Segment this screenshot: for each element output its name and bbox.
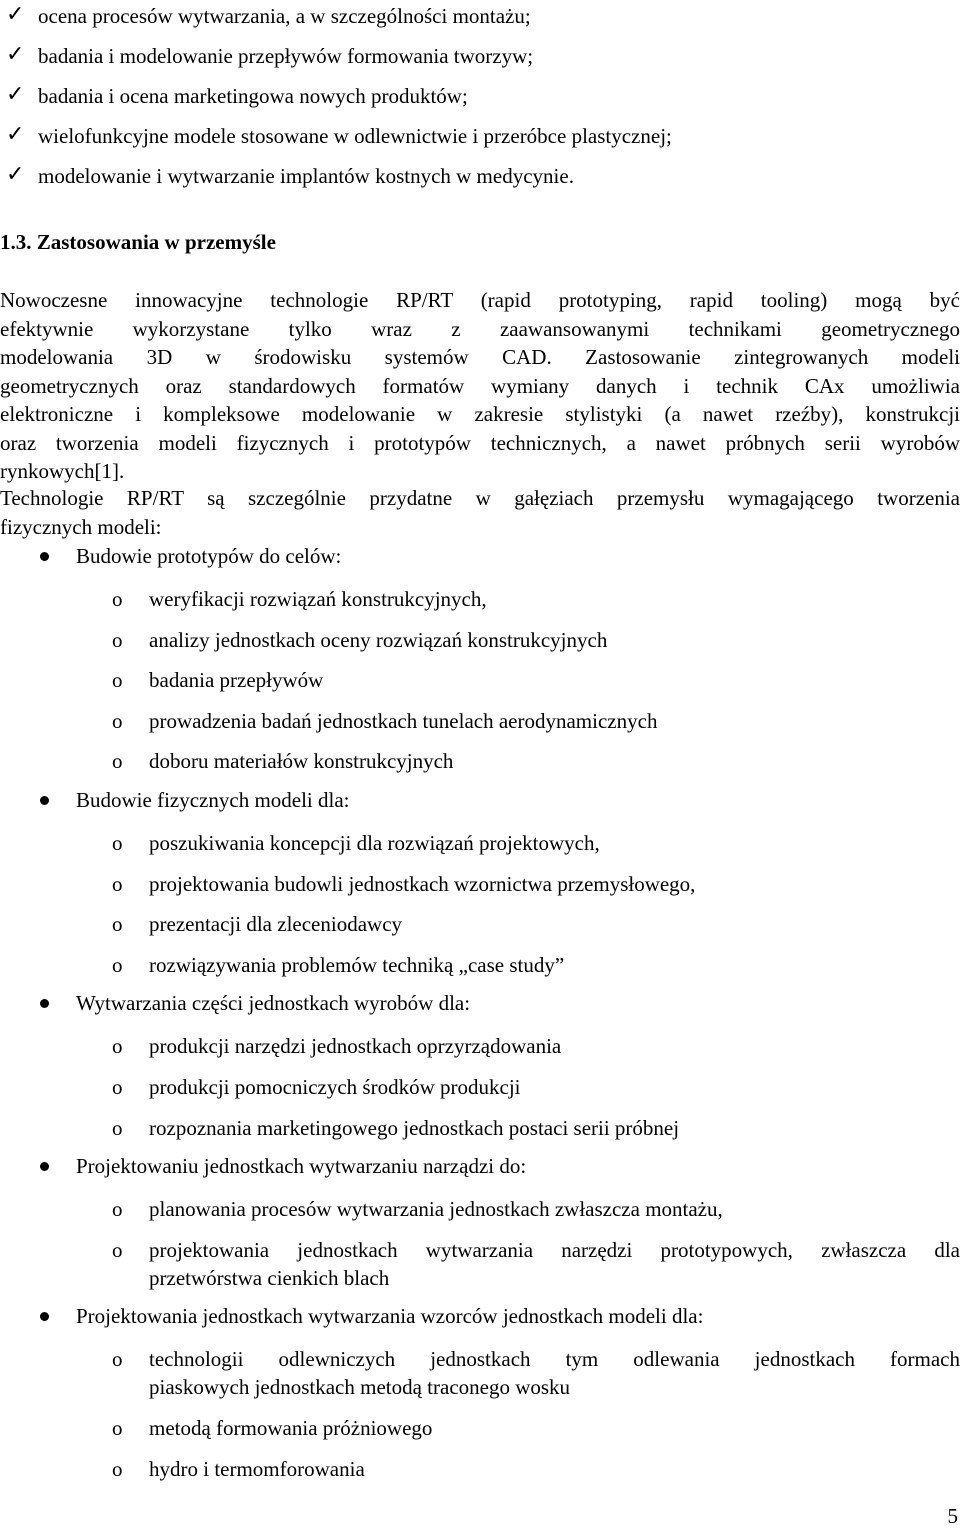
checklist-item [0,120,960,160]
bullet-icon [40,1162,49,1171]
paragraph-line: oraz tworzenia modeli fizycznych i prototypów technicznych, a nawet próbnych serii wyrobów [0,430,960,455]
paragraph-line: efektywnie wykorzystane tylko wraz z zaawansowanymi technikami geometrycznego [0,316,960,341]
sub-list-text [149,1032,960,1060]
sub-list-line: rozpoznania marketingowego jednostkach postaci serii próbnej [149,1115,680,1140]
circle-bullet-icon: o [112,871,123,896]
sub-list-line: weryfikacji rozwiązań konstrukcyjnych, [149,587,487,611]
paragraph-line: modelowania 3D w środowisku systemów CAD. Zastosowanie zintegrowanych modeli [0,345,960,369]
checklist [0,0,960,200]
circle-bullet-icon: o [112,749,123,774]
paragraph-applications [0,484,960,541]
sub-list-text [149,747,960,775]
sub-list-line: produkcji pomocniczych środków produkcji [149,1075,521,1099]
sub-list-line: rozwiązywania problemów techniką „case study” [149,952,565,977]
checkmark-icon: ✓ [6,162,25,187]
sub-list-text [149,707,960,735]
sub-list-text [149,585,960,613]
checklist-item [0,80,960,120]
circle-bullet-icon: o [112,1416,123,1440]
paragraph-line: Nowoczesne innowacyjne technologie RP/RT (rapid prototyping, rapid tooling) mogą być [0,288,960,312]
sub-list-text [149,829,960,857]
checklist-item [0,40,960,80]
checklist-item [0,0,960,40]
sub-list-text [149,626,960,654]
checklist-item-text: badania i ocena marketingowa nowych produktów; [38,84,468,108]
checklist-item-text: modelowanie i wytwarzanie implantów kostnych w medycynie. [38,164,574,188]
bullet-label: Budowie fizycznych modeli dla: [76,788,350,812]
circle-bullet-icon: o [112,1456,123,1481]
bullet-icon [40,796,49,805]
sub-list-line: projektowania budowli jednostkach wzornictwa przemysłowego, [149,871,696,896]
paragraph-line: fizycznych modeli: [0,514,162,539]
sub-list-line: technologii odlewniczych jednostkach tym odlewania jednostkach formach [149,1347,960,1372]
paragraph-line: rynkowych[1]. [0,459,125,483]
bullet-label: Wytwarzania części jednostkach wyrobów dla: [76,991,471,1016]
sub-list-text [149,1414,960,1442]
sub-list-line: badania przepływów [149,668,324,693]
bullet-icon [40,552,49,561]
circle-bullet-icon: o [112,1237,123,1262]
sub-list-line: hydro i termomforowania [149,1456,365,1481]
sub-list-line: poszukiwania koncepcji dla rozwiązań projektowych, [149,831,600,855]
circle-bullet-icon: o [112,708,123,733]
circle-bullet-icon: o [112,668,123,693]
sub-list-text [149,1073,960,1101]
checkmark-icon: ✓ [6,122,25,147]
sub-list-text [149,1236,960,1292]
sub-list-line: prowadzenia badań jednostkach tunelach aerodynamicznych [149,708,658,733]
sub-list-line: metodą formowania próżniowego [149,1416,433,1440]
sub-list-line: planowania procesów wytwarzania jednostkach zwłaszcza montażu, [149,1197,723,1222]
sub-list-line: piaskowych jednostkach metodą traconego wosku [149,1375,571,1400]
sub-list-text [149,1345,960,1401]
circle-bullet-icon: o [112,912,123,937]
sub-list-text [149,910,960,938]
bullet-icon [40,1312,49,1321]
bullet-label: Budowie prototypów do celów: [76,544,342,568]
checklist-item [0,160,960,200]
sub-list-text [149,951,960,979]
section-heading: 1.3. Zastosowania w przemyśle [0,230,276,254]
bullet-icon [40,999,49,1008]
circle-bullet-icon: o [112,1115,123,1140]
sub-list-line: przetwórstwa cienkich blach [149,1265,390,1290]
circle-bullet-icon: o [112,1034,123,1059]
checklist-item-text: wielofunkcyjne modele stosowane w odlewnictwie i przeróbce plastycznej; [38,124,672,148]
sub-list-text [149,1114,960,1142]
paragraph-line: geometrycznych oraz standardowych formatów wymiany danych i technik CAx umożliwia [0,373,960,398]
sub-list-line: produkcji narzędzi jednostkach oprzyrządowania [149,1034,562,1059]
paragraph-line: elektroniczne i kompleksowe modelowanie w zakresie stylistyki (a nawet rzeźby), konstrukcji [0,402,960,426]
bullet-label: Projektowaniu jednostkach wytwarzaniu narządzi do: [76,1154,527,1179]
sub-list-line: analizy jednostkach oceny rozwiązań konstrukcyjnych [149,627,608,652]
page-number: 5 [947,1504,958,1528]
checkmark-icon: ✓ [6,82,25,107]
checkmark-icon: ✓ [6,42,25,67]
sub-list-text [149,1455,960,1483]
paragraph-line: Technologie RP/RT są szczególnie przydatne w gałęziach przemysłu wymagającego tworzenia [0,486,960,510]
paragraph-intro [0,286,960,486]
sub-list-text [149,870,960,898]
checklist-item-text: badania i modelowanie przepływów formowania tworzyw; [38,44,534,68]
sub-list-line: projektowania jednostkach wytwarzania narzędzi prototypowych, zwłaszcza dla [149,1237,960,1262]
circle-bullet-icon: o [112,952,123,977]
circle-bullet-icon: o [112,831,123,855]
circle-bullet-icon: o [112,1075,123,1099]
circle-bullet-icon: o [112,1197,123,1222]
sub-list-text [149,666,960,694]
bullet-label: Projektowania jednostkach wytwarzania wzorców jednostkach modeli dla: [76,1304,704,1329]
circle-bullet-icon: o [112,587,123,611]
checklist-item-text: ocena procesów wytwarzania, a w szczególności montażu; [38,4,531,28]
sub-list-line: doboru materiałów konstrukcyjnych [149,749,454,774]
sub-list-text [149,1195,960,1223]
sub-list-line: prezentacji dla zleceniodawcy [149,912,403,937]
circle-bullet-icon: o [112,1347,123,1372]
circle-bullet-icon: o [112,627,123,652]
checkmark-icon: ✓ [6,2,25,27]
